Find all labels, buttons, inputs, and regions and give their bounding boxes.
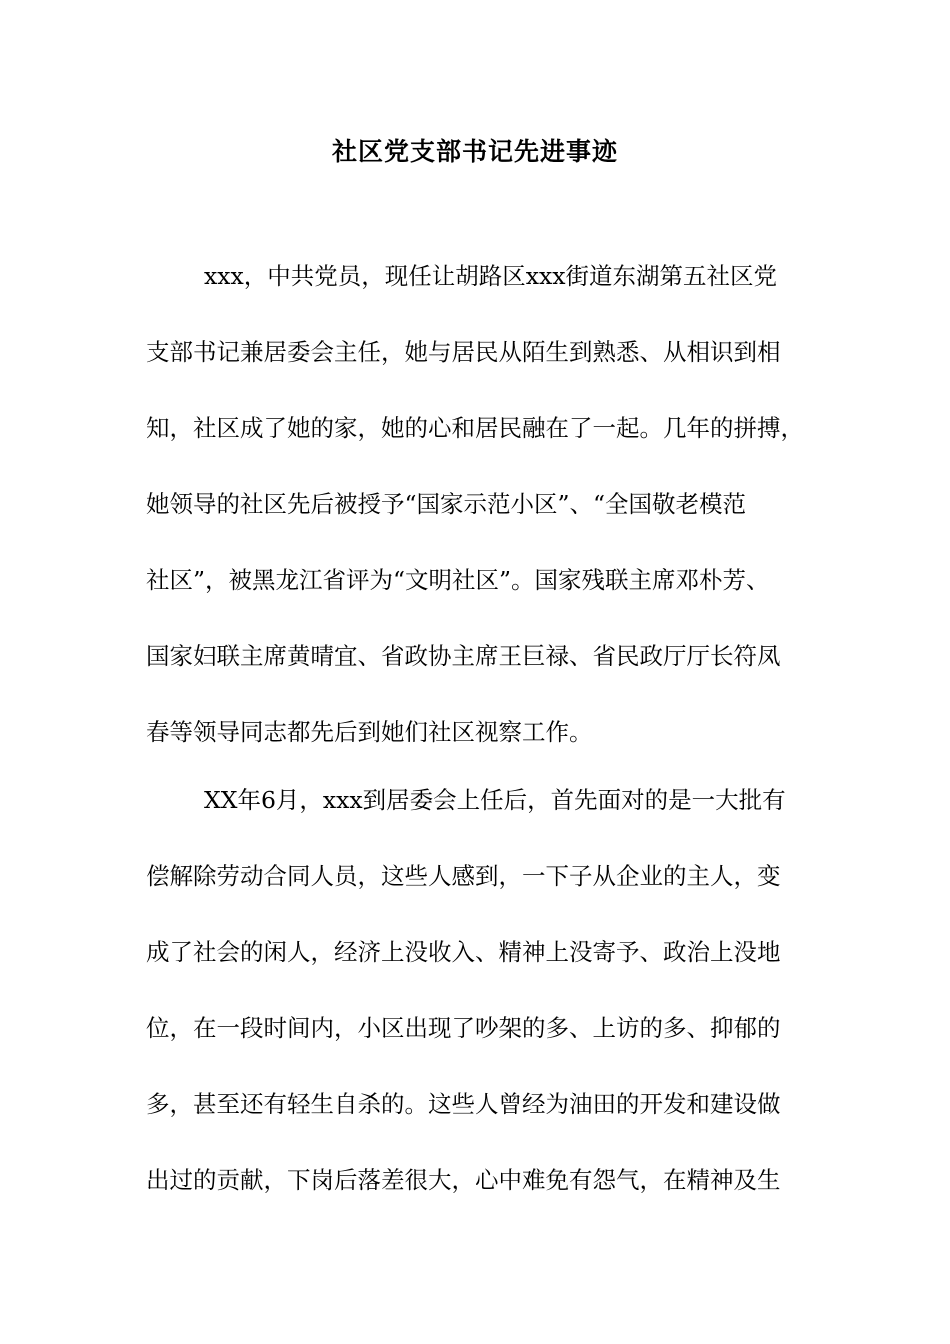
paragraph-line: 知，社区成了她的家，她的心和居民融在了一起。几年的拼搏， [146,414,804,442]
document-title: 社区党支部书记先进事迹 [331,137,618,166]
paragraph-line: 多，甚至还有轻生自杀的。这些人曾经为油田的开发和建设做 [146,1090,781,1118]
paragraph-line: 国家妇联主席黄晴宜、省政协主席王巨禄、省民政厅厅长符凤 [146,642,781,670]
paragraph-line: 成了社会的闲人，经济上没收入、精神上没寄予、政治上没地 [146,938,781,966]
paragraph-line: 出过的贡献，下岗后落差很大，心中难免有怨气，在精神及生 [146,1166,781,1194]
paragraph-line: 春等领导同志都先后到她们社区视察工作。 [146,718,593,746]
paragraph-line: 位，在一段时间内，小区出现了吵架的多、上访的多、抑郁的 [146,1014,781,1042]
paragraph-line: xxx，中共党员，现任让胡路区xxx街道东湖第五社区党 [204,262,778,290]
paragraph-line: 社区”，被黑龙江省评为“文明社区”。国家残联主席邓朴芳、 [146,566,770,594]
paragraph-line: 支部书记兼居委会主任，她与居民从陌生到熟悉、从相识到相 [146,338,781,366]
paragraph-line: 她领导的社区先后被授予“国家示范小区”、“全国敬老模范 [146,490,747,518]
paragraph-line: 偿解除劳动合同人员，这些人感到，一下子从企业的主人，变 [146,862,781,890]
paragraph-line: XX年6月，xxx到居委会上任后，首先面对的是一大批有 [204,786,786,814]
